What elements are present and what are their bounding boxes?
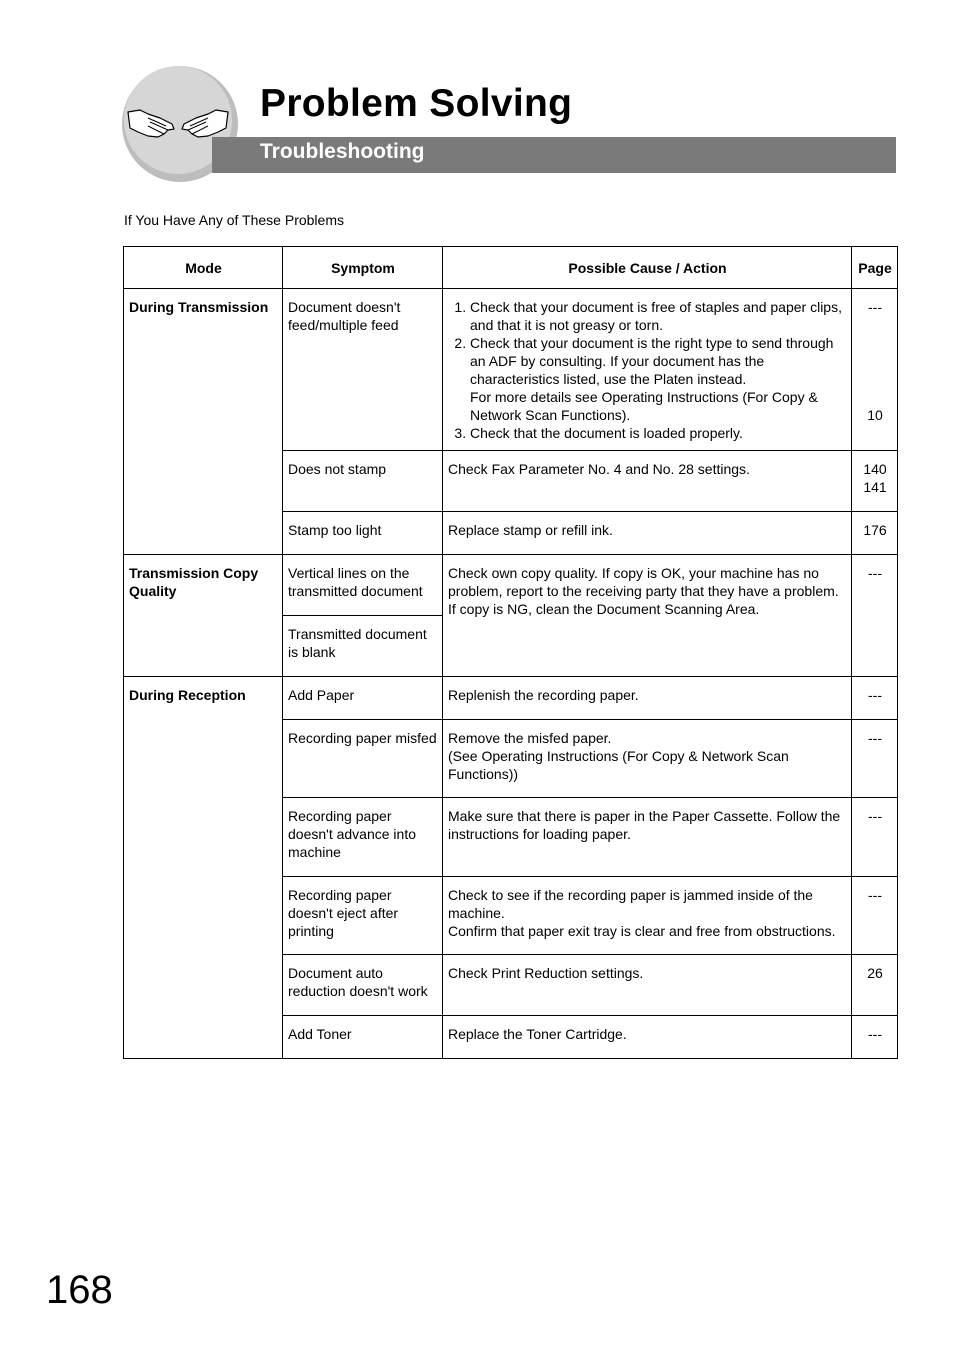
page-ref: ---	[868, 299, 882, 315]
symptom-cell: Vertical lines on the transmitted document	[283, 555, 443, 616]
header-symptom: Symptom	[283, 247, 443, 289]
mode-cell: During Transmission	[124, 289, 283, 555]
troubleshooting-table	[123, 246, 898, 1059]
cause-step: 1. Check that your document is free of staples and paper clips, and that it is not greasy or torn.	[470, 298, 847, 334]
page-cell: ---	[852, 798, 898, 877]
page-title: Problem Solving	[260, 82, 573, 125]
cause-cell	[443, 877, 852, 955]
cause-line: (See Operating Instructions (For Copy & Network Scan Functions))	[448, 748, 789, 782]
cause-step-text: Check that your document is the right type to send through an ADF by consulting. If your document has the characteristics listed, use the Platen instead.	[470, 335, 834, 387]
page-cell	[852, 451, 898, 512]
symptom-cell: Recording paper doesn't eject after printing	[283, 877, 443, 955]
page-ref: 10	[867, 407, 883, 423]
symptom-cell: Add Paper	[283, 677, 443, 720]
cause-step-note: For more details see Operating Instructions (For Copy & Network Scan Functions).	[470, 389, 818, 423]
cause-line: Check to see if the recording paper is jammed inside of the machine.	[448, 887, 813, 921]
page-cell	[852, 289, 898, 451]
header-mode: Mode	[124, 247, 283, 289]
header-cause: Possible Cause / Action	[443, 247, 852, 289]
symptom-cell: Document auto reduction doesn't work	[283, 955, 443, 1016]
cause-step	[470, 334, 847, 424]
symptom-cell: Does not stamp	[283, 451, 443, 512]
page-cell: ---	[852, 720, 898, 798]
page-cell: ---	[852, 555, 898, 677]
table-row	[124, 677, 898, 720]
cause-line: Confirm that paper exit tray is clear and free from obstructions.	[448, 923, 836, 939]
table-header-row	[124, 247, 898, 289]
symptom-cell: Recording paper misfed	[283, 720, 443, 798]
cause-cell: Replace the Toner Cartridge.	[443, 1016, 852, 1059]
cause-cell	[443, 720, 852, 798]
symptom-cell: Document doesn't feed/multiple feed	[283, 289, 443, 451]
mode-cell: During Reception	[124, 677, 283, 1059]
symptom-cell: Transmitted document is blank	[283, 616, 443, 677]
page-cell: 26	[852, 955, 898, 1016]
page-cell: 176	[852, 512, 898, 555]
symptom-cell: Recording paper doesn't advance into machine	[283, 798, 443, 877]
cause-cell: Replenish the recording paper.	[443, 677, 852, 720]
cause-cell: Check Fax Parameter No. 4 and No. 28 settings.	[443, 451, 852, 512]
intro-text: If You Have Any of These Problems	[124, 212, 344, 228]
header-page: Page	[852, 247, 898, 289]
page-ref: 140	[863, 461, 887, 477]
page-cell: ---	[852, 677, 898, 720]
page-number: 168	[46, 1268, 113, 1312]
page-cell: ---	[852, 877, 898, 955]
section-title: Troubleshooting	[260, 140, 425, 163]
table-row	[124, 555, 898, 616]
table-row	[124, 289, 898, 451]
cause-line: Remove the misfed paper.	[448, 730, 612, 746]
cause-steps	[448, 298, 847, 442]
cause-cell: Make sure that there is paper in the Paper Cassette. Follow the instructions for loading paper.	[443, 798, 852, 877]
cause-step: 3. Check that the document is loaded properly.	[470, 424, 847, 442]
symptom-cell: Stamp too light	[283, 512, 443, 555]
mode-cell: Transmission Copy Quality	[124, 555, 283, 677]
cause-cell	[443, 289, 852, 451]
cause-cell: Replace stamp or refill ink.	[443, 512, 852, 555]
cause-cell: Check own copy quality. If copy is OK, your machine has no problem, report to the receiving party that they have a problem. If copy is NG, clean the Document Scanning Area.	[443, 555, 852, 677]
page-ref: 141	[863, 479, 887, 495]
symptom-cell: Add Toner	[283, 1016, 443, 1059]
page-cell: ---	[852, 1016, 898, 1059]
cause-cell: Check Print Reduction settings.	[443, 955, 852, 1016]
